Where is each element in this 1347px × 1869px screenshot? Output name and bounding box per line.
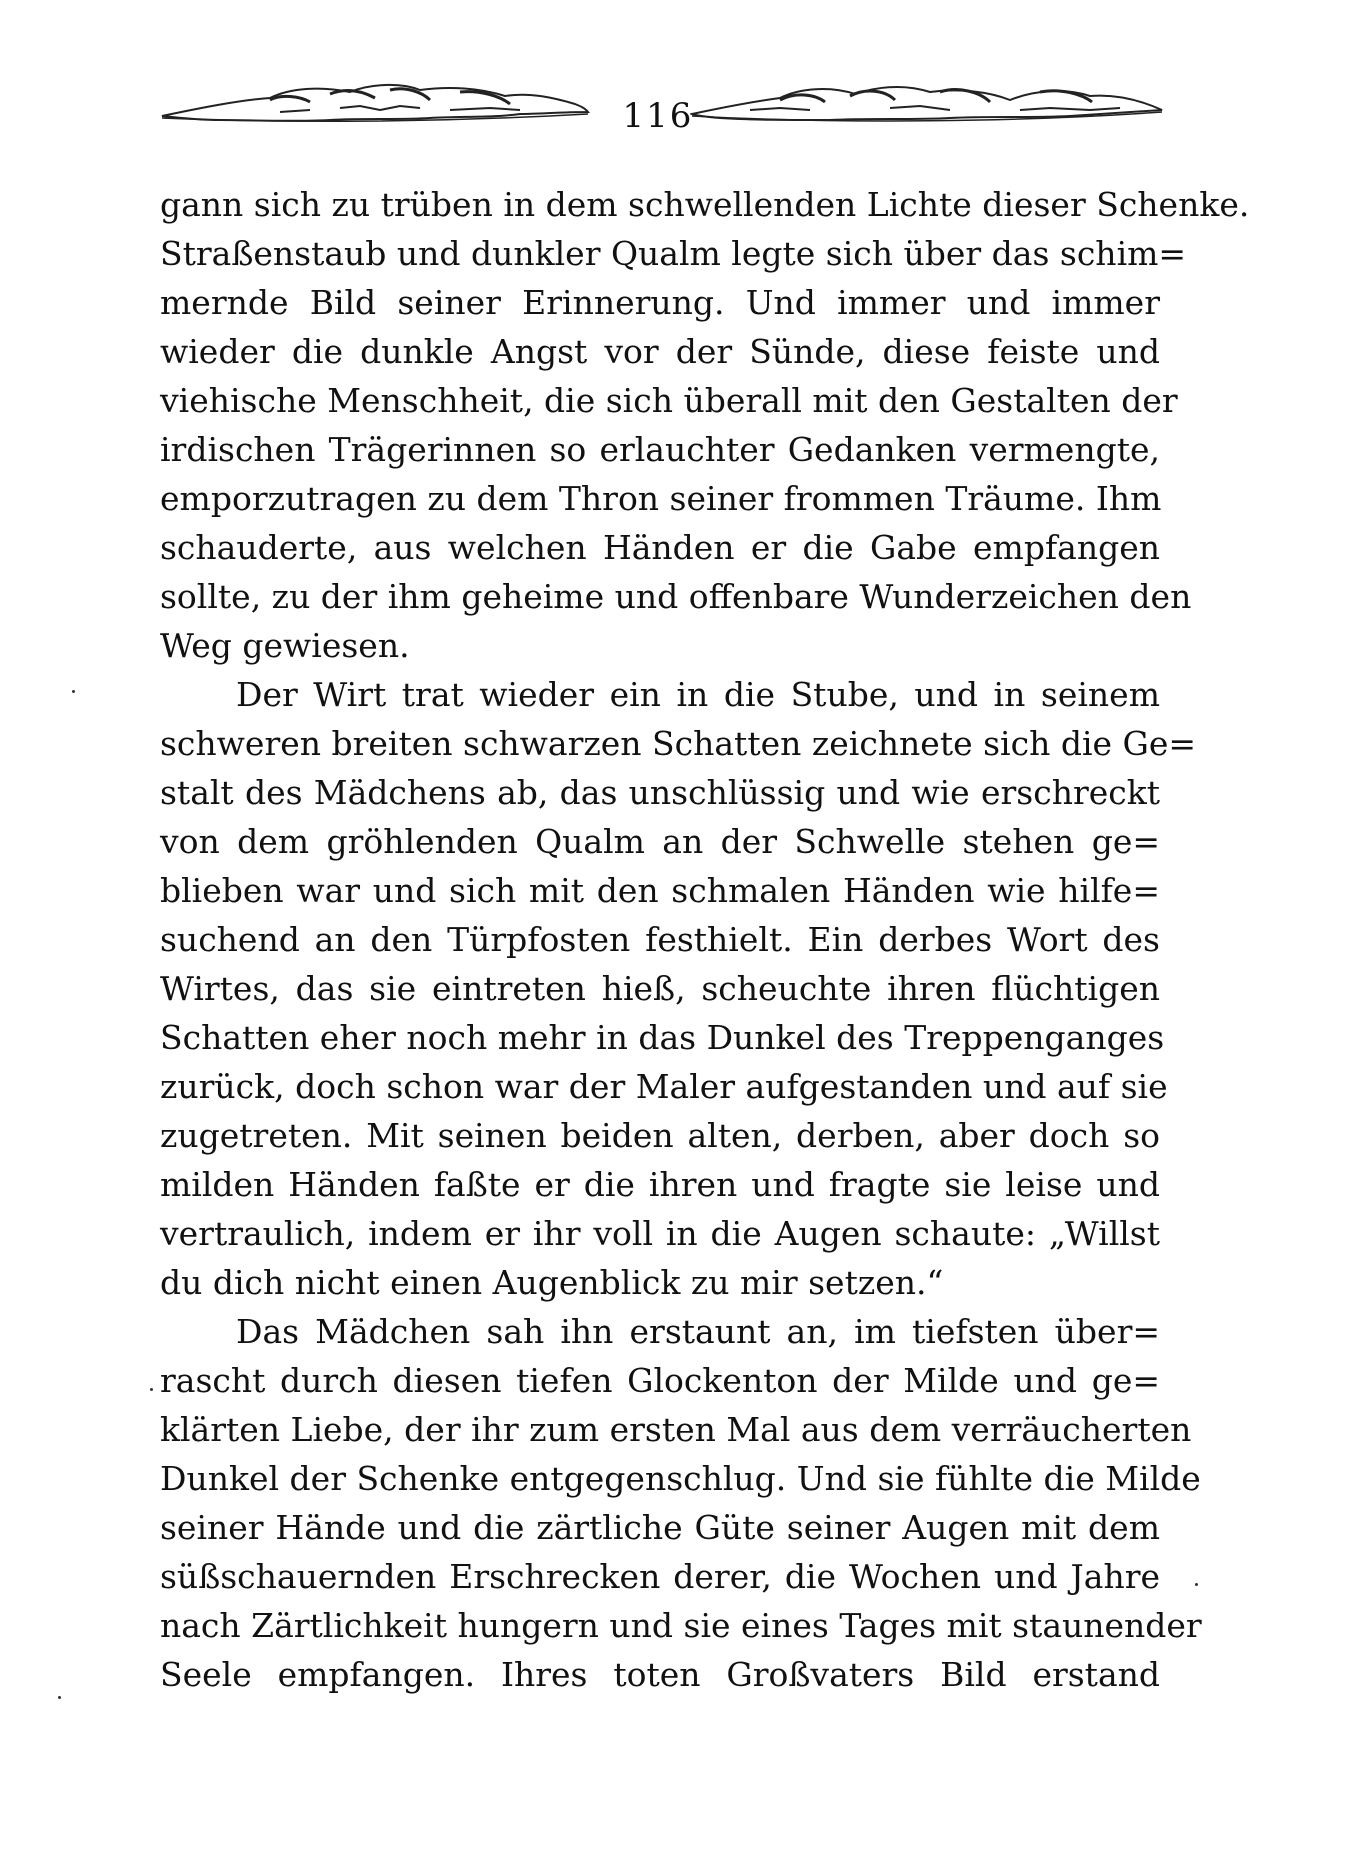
text-line: zugetreten. Mit seinen beiden alten, derben, aber doch so [160, 1116, 1160, 1155]
text-line: zurück, doch schon war der Maler aufgestanden und auf sie [160, 1067, 1168, 1106]
text-line: vertraulich, indem er ihr voll in die Augen schaute: „Willst [160, 1214, 1160, 1253]
landscape-ornament-icon [690, 78, 1165, 138]
page-header [160, 78, 1170, 148]
text-line: du dich nicht einen Augenblick zu mir setzen.“ [160, 1263, 944, 1302]
text-line: rascht durch diesen tiefen Glockenton der Milde und ge= [160, 1361, 1160, 1400]
text-line: schauderte, aus welchen Händen er die Gabe empfangen [160, 528, 1160, 567]
text-line: gann sich zu trüben in dem schwellenden Lichte dieser Schenke. [160, 185, 1250, 224]
text-line: Weg gewiesen. [160, 626, 410, 665]
text-line: irdischen Trägerinnen so erlauchter Gedanken vermengte, [160, 430, 1160, 469]
body-text [160, 180, 1250, 1699]
paragraph-2 [160, 670, 1197, 1307]
text-line: viehische Menschheit, die sich überall mit den Gestalten der [160, 381, 1178, 420]
page-number: 116 [622, 96, 694, 136]
text-line: mernde Bild seiner Erinnerung. Und immer und immer [160, 283, 1160, 322]
scan-speck [58, 1696, 61, 1699]
text-line: sollte, zu der ihm geheime und offenbare Wunderzeichen den [160, 577, 1192, 616]
text-line: schweren breiten schwarzen Schatten zeichnete sich die Ge= [160, 724, 1197, 763]
text-line: Wirtes, das sie eintreten hieß, scheuchte ihren flüchtigen [160, 969, 1160, 1008]
text-line: süßschauernden Erschrecken derer, die Wochen und Jahre [160, 1557, 1160, 1596]
text-line: klärten Liebe, der ihr zum ersten Mal aus dem verräucherten [160, 1410, 1192, 1449]
landscape-ornament-icon [160, 78, 590, 138]
text-line: wieder die dunkle Angst vor der Sünde, diese feiste und [160, 332, 1160, 371]
scan-speck [150, 1388, 153, 1391]
text-line: Der Wirt trat wieder ein in die Stube, und in seinem [236, 675, 1160, 714]
paragraph-3 [160, 1307, 1202, 1699]
text-line: von dem gröhlenden Qualm an der Schwelle stehen ge= [160, 822, 1160, 861]
text-line: milden Händen faßte er die ihren und fragte sie leise und [160, 1165, 1160, 1204]
text-line: Das Mädchen sah ihn erstaunt an, im tiefsten über= [236, 1312, 1160, 1351]
text-line: Straßenstaub und dunkler Qualm legte sich über das schim= [160, 234, 1187, 273]
text-line: seiner Hände und die zärtliche Güte seiner Augen mit dem [160, 1508, 1160, 1547]
text-line: stalt des Mädchens ab, das unschlüssig und wie erschreckt [160, 773, 1160, 812]
text-line: nach Zärtlichkeit hungern und sie eines Tages mit staunender [160, 1606, 1202, 1645]
text-line: blieben war und sich mit den schmalen Händen wie hilfe= [160, 871, 1160, 910]
text-line: Schatten eher noch mehr in das Dunkel des Treppenganges [160, 1018, 1165, 1057]
text-line: suchend an den Türpfosten festhielt. Ein derbes Wort des [160, 920, 1160, 959]
text-line: Seele empfangen. Ihres toten Großvaters Bild erstand [160, 1655, 1160, 1694]
scan-speck [1195, 1583, 1198, 1586]
text-line: emporzutragen zu dem Thron seiner frommen Träume. Ihm [160, 479, 1162, 518]
text-line: Dunkel der Schenke entgegenschlug. Und sie fühlte die Milde [160, 1459, 1201, 1498]
scan-speck [72, 690, 75, 693]
paragraph-1 [160, 180, 1250, 670]
